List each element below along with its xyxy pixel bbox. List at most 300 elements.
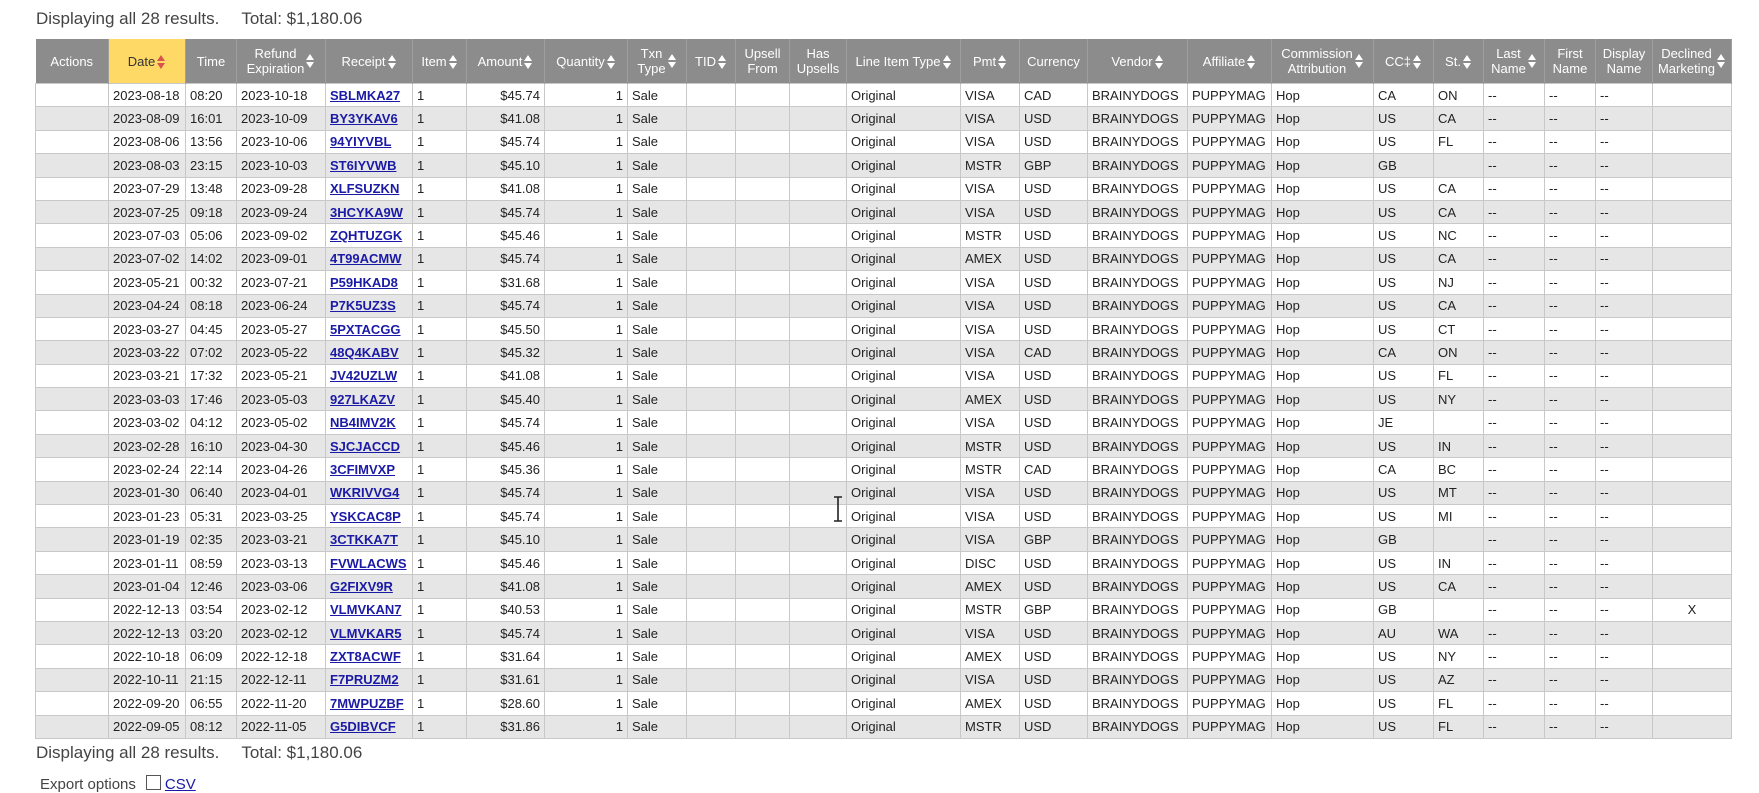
cell-lastname: -- — [1484, 177, 1545, 200]
cell-quantity: 1 — [545, 294, 628, 317]
cell-declined — [1653, 271, 1732, 294]
column-header-amount[interactable] — [467, 39, 545, 84]
cell-amount: $28.60 — [467, 692, 545, 715]
actions-cell[interactable] — [36, 434, 109, 457]
actions-cell[interactable] — [36, 481, 109, 504]
column-header-label: Vendor — [1111, 54, 1153, 70]
cell-st: CA — [1434, 247, 1484, 270]
cell-declined — [1653, 317, 1732, 340]
actions-cell[interactable] — [36, 575, 109, 598]
cell-upsellfrom — [736, 505, 790, 528]
cell-receipt — [326, 341, 413, 364]
actions-cell[interactable] — [36, 294, 109, 317]
column-header-lineitem[interactable] — [847, 39, 961, 84]
cell-lineitem: Original — [847, 130, 961, 153]
column-header-label: Txn Type — [637, 46, 666, 76]
cell-st: ON — [1434, 341, 1484, 364]
receipt-link[interactable]: FVWLACWS — [330, 555, 407, 571]
cell-declined — [1653, 411, 1732, 434]
receipt-link[interactable]: WKRIVVG4 — [330, 485, 400, 501]
cell-amount: $45.74 — [467, 481, 545, 504]
cell-affiliate: PUPPYMAG — [1188, 200, 1272, 223]
cell-quantity: 1 — [545, 692, 628, 715]
cell-item: 1 — [413, 551, 467, 574]
cell-vendor: BRAINYDOGS — [1088, 411, 1188, 434]
cell-declined — [1653, 107, 1732, 130]
cell-declined — [1653, 668, 1732, 691]
cell-commission: Hop — [1272, 411, 1374, 434]
cell-date: 2023-04-24 — [109, 294, 186, 317]
cell-hasupsells — [790, 668, 847, 691]
cell-displayname: -- — [1596, 177, 1653, 200]
cell-displayname: -- — [1596, 107, 1653, 130]
cell-txn: Sale — [628, 505, 687, 528]
actions-cell[interactable] — [36, 364, 109, 387]
cell-quantity: 1 — [545, 621, 628, 644]
column-header-item[interactable] — [413, 39, 467, 84]
receipt-link[interactable]: BY3YKAV6 — [330, 111, 398, 127]
cell-time: 04:12 — [186, 411, 237, 434]
table-row — [36, 575, 1732, 598]
cell-date: 2023-08-06 — [109, 130, 186, 153]
cell-firstname: -- — [1545, 294, 1596, 317]
cell-tid — [687, 271, 736, 294]
cell-upsellfrom — [736, 294, 790, 317]
cell-declined — [1653, 294, 1732, 317]
receipt-link[interactable]: XLFSUZKN — [330, 181, 400, 197]
receipt-link[interactable]: P59HKAD8 — [330, 274, 398, 290]
cell-firstname: -- — [1545, 621, 1596, 644]
cell-refund: 2022-11-05 — [237, 715, 326, 738]
cell-displayname: -- — [1596, 341, 1653, 364]
cell-displayname: -- — [1596, 481, 1653, 504]
cell-declined — [1653, 200, 1732, 223]
sort-arrows-icon[interactable] — [1155, 55, 1164, 69]
cell-lineitem: Original — [847, 224, 961, 247]
cell-vendor: BRAINYDOGS — [1088, 528, 1188, 551]
cell-vendor: BRAINYDOGS — [1088, 107, 1188, 130]
cell-vendor: BRAINYDOGS — [1088, 364, 1188, 387]
cell-upsellfrom — [736, 177, 790, 200]
cell-lastname: -- — [1484, 294, 1545, 317]
cell-currency: USD — [1020, 505, 1088, 528]
cell-tid — [687, 130, 736, 153]
cell-pmt: MSTR — [961, 458, 1020, 481]
cell-tid — [687, 364, 736, 387]
receipt-link[interactable]: 94YIYVBL — [330, 134, 392, 150]
actions-cell[interactable] — [36, 154, 109, 177]
cell-txn: Sale — [628, 621, 687, 644]
actions-cell[interactable] — [36, 598, 109, 621]
actions-cell[interactable] — [36, 411, 109, 434]
cell-tid — [687, 200, 736, 223]
cell-quantity: 1 — [545, 84, 628, 107]
column-header-label: Currency — [1027, 54, 1080, 70]
cell-amount: $45.74 — [467, 200, 545, 223]
cell-refund: 2023-09-24 — [237, 200, 326, 223]
receipt-link[interactable]: G2FIXV9R — [330, 578, 393, 594]
sort-arrows-icon[interactable] — [718, 55, 727, 69]
receipt-link[interactable]: G5DIBVCF — [330, 719, 396, 735]
sort-arrows-icon[interactable] — [157, 55, 166, 69]
column-header-commission[interactable] — [1272, 39, 1374, 84]
table-row — [36, 247, 1732, 270]
cell-hasupsells — [790, 341, 847, 364]
cell-item: 1 — [413, 200, 467, 223]
cell-refund: 2023-09-28 — [237, 177, 326, 200]
cell-commission: Hop — [1272, 84, 1374, 107]
cell-receipt — [326, 668, 413, 691]
cell-refund: 2023-02-12 — [237, 621, 326, 644]
cell-pmt: VISA — [961, 621, 1020, 644]
column-header-date[interactable] — [109, 39, 186, 84]
receipt-link[interactable]: 3CFIMVXP — [330, 461, 396, 477]
cell-cc: US — [1374, 481, 1434, 504]
actions-cell[interactable] — [36, 505, 109, 528]
actions-cell[interactable] — [36, 200, 109, 223]
cell-cc: US — [1374, 130, 1434, 153]
receipt-link[interactable]: NB4IMV2K — [330, 415, 396, 431]
cell-currency: CAD — [1020, 341, 1088, 364]
cell-displayname: -- — [1596, 621, 1653, 644]
cell-txn: Sale — [628, 458, 687, 481]
cell-date: 2022-12-13 — [109, 598, 186, 621]
table-row — [36, 505, 1732, 528]
receipt-link[interactable]: SBLMKA27 — [330, 87, 401, 103]
actions-cell[interactable] — [36, 715, 109, 738]
cell-lastname: -- — [1484, 458, 1545, 481]
cell-hasupsells — [790, 575, 847, 598]
cell-amount: $45.50 — [467, 317, 545, 340]
cell-commission: Hop — [1272, 271, 1374, 294]
actions-cell[interactable] — [36, 177, 109, 200]
cell-commission: Hop — [1272, 388, 1374, 411]
cell-lastname: -- — [1484, 575, 1545, 598]
actions-cell[interactable] — [36, 551, 109, 574]
cell-txn: Sale — [628, 388, 687, 411]
cell-pmt: VISA — [961, 505, 1020, 528]
cell-cc: US — [1374, 317, 1434, 340]
actions-cell[interactable] — [36, 528, 109, 551]
cell-hasupsells — [790, 84, 847, 107]
actions-cell[interactable] — [36, 645, 109, 668]
receipt-link[interactable]: 3CTKKA7T — [330, 532, 398, 548]
cell-vendor: BRAINYDOGS — [1088, 598, 1188, 621]
cell-txn: Sale — [628, 551, 687, 574]
receipt-link[interactable]: VLMVKAR5 — [330, 625, 402, 641]
cell-displayname: -- — [1596, 434, 1653, 457]
cell-receipt — [326, 177, 413, 200]
receipt-link[interactable]: ST6IYVWB — [330, 157, 397, 173]
cell-quantity: 1 — [545, 551, 628, 574]
column-header-label: TID — [695, 54, 716, 70]
cell-amount: $45.74 — [467, 621, 545, 644]
receipt-link[interactable]: F7PRUZM2 — [330, 672, 399, 688]
table-row — [36, 434, 1732, 457]
cell-currency: GBP — [1020, 598, 1088, 621]
cell-currency: GBP — [1020, 528, 1088, 551]
sort-arrows-icon[interactable] — [998, 55, 1007, 69]
cell-pmt: VISA — [961, 200, 1020, 223]
actions-cell[interactable] — [36, 130, 109, 153]
table-body — [36, 84, 1732, 739]
receipt-link[interactable]: ZXT8ACWF — [330, 649, 401, 665]
cell-tid — [687, 668, 736, 691]
cell-quantity: 1 — [545, 107, 628, 130]
cell-displayname: -- — [1596, 247, 1653, 270]
receipt-link[interactable]: SJCJACCD — [330, 438, 401, 454]
actions-cell[interactable] — [36, 224, 109, 247]
receipt-link[interactable]: VLMVKAN7 — [330, 602, 402, 618]
receipt-link[interactable]: 48Q4KABV — [330, 344, 399, 360]
sort-arrows-icon[interactable] — [1528, 54, 1537, 68]
cell-hasupsells — [790, 200, 847, 223]
cell-vendor: BRAINYDOGS — [1088, 294, 1188, 317]
table-row — [36, 294, 1732, 317]
cell-upsellfrom — [736, 575, 790, 598]
cell-time: 08:59 — [186, 551, 237, 574]
cell-date: 2023-07-03 — [109, 224, 186, 247]
cell-upsellfrom — [736, 434, 790, 457]
column-header-actions — [36, 39, 109, 84]
receipt-link[interactable]: 7MWPUZBF — [330, 695, 404, 711]
cell-lastname: -- — [1484, 364, 1545, 387]
text-cursor-icon — [832, 496, 844, 522]
actions-cell[interactable] — [36, 107, 109, 130]
cell-displayname: -- — [1596, 388, 1653, 411]
cell-affiliate: PUPPYMAG — [1188, 317, 1272, 340]
cell-vendor: BRAINYDOGS — [1088, 481, 1188, 504]
cell-pmt: VISA — [961, 364, 1020, 387]
cell-displayname: -- — [1596, 715, 1653, 738]
column-header-label: CC‡ — [1384, 54, 1411, 70]
cell-lastname: -- — [1484, 130, 1545, 153]
sort-arrows-icon[interactable] — [668, 54, 677, 68]
cell-affiliate: PUPPYMAG — [1188, 575, 1272, 598]
csv-link[interactable]: CSV — [164, 776, 196, 793]
cell-commission: Hop — [1272, 200, 1374, 223]
cell-declined — [1653, 575, 1732, 598]
cell-lastname: -- — [1484, 481, 1545, 504]
actions-cell[interactable] — [36, 341, 109, 364]
cell-date: 2023-07-02 — [109, 247, 186, 270]
cell-refund: 2023-10-06 — [237, 130, 326, 153]
cell-declined — [1653, 458, 1732, 481]
sort-arrows-icon[interactable] — [607, 55, 616, 69]
cell-affiliate: PUPPYMAG — [1188, 154, 1272, 177]
receipt-link[interactable]: 927LKAZV — [330, 391, 396, 407]
cell-commission: Hop — [1272, 154, 1374, 177]
cell-time: 22:14 — [186, 458, 237, 481]
cell-pmt: DISC — [961, 551, 1020, 574]
column-header-tid[interactable] — [687, 39, 736, 84]
cell-currency: USD — [1020, 224, 1088, 247]
actions-cell[interactable] — [36, 84, 109, 107]
actions-cell[interactable] — [36, 247, 109, 270]
table-row — [36, 177, 1732, 200]
cell-affiliate: PUPPYMAG — [1188, 645, 1272, 668]
cell-affiliate: PUPPYMAG — [1188, 388, 1272, 411]
csv-checkbox[interactable] — [146, 775, 161, 790]
table-row — [36, 388, 1732, 411]
results-summary-bottom — [36, 743, 362, 763]
cell-st: CA — [1434, 107, 1484, 130]
sort-arrows-icon[interactable] — [1355, 54, 1364, 68]
actions-cell[interactable] — [36, 621, 109, 644]
cell-hasupsells — [790, 294, 847, 317]
cell-affiliate: PUPPYMAG — [1188, 692, 1272, 715]
cell-st — [1434, 411, 1484, 434]
column-header-quantity[interactable] — [545, 39, 628, 84]
receipt-link[interactable]: 3HCYKA9W — [330, 204, 403, 220]
cell-cc: GB — [1374, 154, 1434, 177]
cell-quantity: 1 — [545, 668, 628, 691]
cell-amount: $45.74 — [467, 247, 545, 270]
cell-date: 2023-07-25 — [109, 200, 186, 223]
cell-lineitem: Original — [847, 388, 961, 411]
actions-cell[interactable] — [36, 271, 109, 294]
cell-declined — [1653, 434, 1732, 457]
receipt-link[interactable]: P7K5UZ3S — [330, 298, 396, 314]
column-header-declined[interactable] — [1653, 39, 1732, 84]
cell-lineitem: Original — [847, 528, 961, 551]
column-header-cc[interactable] — [1374, 39, 1434, 84]
cell-displayname: -- — [1596, 364, 1653, 387]
cell-displayname: -- — [1596, 598, 1653, 621]
cell-lastname: -- — [1484, 247, 1545, 270]
column-header-vendor[interactable] — [1088, 39, 1188, 84]
cell-receipt — [326, 294, 413, 317]
receipt-link[interactable]: ZQHTUZGK — [330, 228, 403, 244]
column-header-refund[interactable] — [237, 39, 326, 84]
sort-arrows-icon[interactable] — [1413, 55, 1422, 69]
cell-time: 06:09 — [186, 645, 237, 668]
cell-tid — [687, 458, 736, 481]
cell-date: 2023-01-30 — [109, 481, 186, 504]
cell-firstname: -- — [1545, 551, 1596, 574]
actions-cell[interactable] — [36, 317, 109, 340]
cell-commission: Hop — [1272, 598, 1374, 621]
cell-time: 00:32 — [186, 271, 237, 294]
cell-upsellfrom — [736, 271, 790, 294]
receipt-link[interactable]: 5PXTACGG — [330, 321, 401, 337]
column-header-lastname[interactable] — [1484, 39, 1545, 84]
cell-affiliate: PUPPYMAG — [1188, 271, 1272, 294]
column-header-txn[interactable] — [628, 39, 687, 84]
cell-item: 1 — [413, 715, 467, 738]
cell-txn: Sale — [628, 528, 687, 551]
cell-date: 2023-03-02 — [109, 411, 186, 434]
cell-st: MT — [1434, 481, 1484, 504]
sort-arrows-icon[interactable] — [1247, 55, 1256, 69]
actions-cell[interactable] — [36, 388, 109, 411]
cell-affiliate: PUPPYMAG — [1188, 177, 1272, 200]
column-header-label: Amount — [477, 54, 523, 70]
cell-displayname: -- — [1596, 458, 1653, 481]
cell-vendor: BRAINYDOGS — [1088, 551, 1188, 574]
cell-declined — [1653, 247, 1732, 270]
sort-arrows-icon[interactable] — [1463, 55, 1472, 69]
cell-amount: $31.61 — [467, 668, 545, 691]
sort-arrows-icon[interactable] — [943, 55, 952, 69]
receipt-link[interactable]: JV42UZLW — [330, 368, 398, 384]
cell-affiliate: PUPPYMAG — [1188, 411, 1272, 434]
cell-date: 2022-10-18 — [109, 645, 186, 668]
cell-item: 1 — [413, 224, 467, 247]
cell-txn: Sale — [628, 130, 687, 153]
cell-txn: Sale — [628, 247, 687, 270]
cell-cc: US — [1374, 692, 1434, 715]
cell-time: 06:55 — [186, 692, 237, 715]
column-header-pmt[interactable] — [961, 39, 1020, 84]
cell-hasupsells — [790, 528, 847, 551]
actions-cell[interactable] — [36, 692, 109, 715]
cell-refund: 2023-05-21 — [237, 364, 326, 387]
cell-st: AZ — [1434, 668, 1484, 691]
sort-arrows-icon[interactable] — [1717, 54, 1726, 68]
actions-cell[interactable] — [36, 668, 109, 691]
cell-upsellfrom — [736, 130, 790, 153]
cell-lastname: -- — [1484, 645, 1545, 668]
cell-lineitem: Original — [847, 621, 961, 644]
cell-st: IN — [1434, 434, 1484, 457]
cell-refund: 2022-12-11 — [237, 668, 326, 691]
cell-date: 2023-03-22 — [109, 341, 186, 364]
sort-arrows-icon[interactable] — [449, 55, 458, 69]
cell-currency: USD — [1020, 481, 1088, 504]
cell-currency: USD — [1020, 575, 1088, 598]
sort-arrows-icon[interactable] — [388, 55, 397, 69]
table-row — [36, 528, 1732, 551]
receipt-link[interactable]: YSKCAC8P — [330, 508, 401, 524]
cell-hasupsells — [790, 621, 847, 644]
cell-pmt: VISA — [961, 528, 1020, 551]
column-header-st[interactable] — [1434, 39, 1484, 84]
column-header-affiliate[interactable] — [1188, 39, 1272, 84]
cell-date: 2023-01-04 — [109, 575, 186, 598]
cell-amount: $45.74 — [467, 411, 545, 434]
column-header-label: Line Item Type — [855, 54, 941, 70]
actions-cell[interactable] — [36, 458, 109, 481]
cell-st — [1434, 598, 1484, 621]
cell-cc: CA — [1374, 84, 1434, 107]
sort-arrows-icon[interactable] — [306, 54, 315, 68]
cell-date: 2022-09-05 — [109, 715, 186, 738]
cell-quantity: 1 — [545, 481, 628, 504]
cell-amount: $40.53 — [467, 598, 545, 621]
cell-time: 07:02 — [186, 341, 237, 364]
sort-arrows-icon[interactable] — [524, 55, 533, 69]
receipt-link[interactable]: 4T99ACMW — [330, 251, 402, 267]
cell-firstname: -- — [1545, 715, 1596, 738]
cell-pmt: VISA — [961, 317, 1020, 340]
cell-currency: USD — [1020, 177, 1088, 200]
cell-txn: Sale — [628, 84, 687, 107]
cell-amount: $45.32 — [467, 341, 545, 364]
column-header-receipt[interactable] — [326, 39, 413, 84]
cell-hasupsells — [790, 130, 847, 153]
cell-firstname: -- — [1545, 200, 1596, 223]
cell-item: 1 — [413, 668, 467, 691]
cell-vendor: BRAINYDOGS — [1088, 84, 1188, 107]
cell-lastname: -- — [1484, 154, 1545, 177]
cell-currency: USD — [1020, 692, 1088, 715]
cell-amount: $45.10 — [467, 528, 545, 551]
cell-time: 02:35 — [186, 528, 237, 551]
cell-st: FL — [1434, 715, 1484, 738]
cell-lineitem: Original — [847, 411, 961, 434]
cell-time: 21:15 — [186, 668, 237, 691]
